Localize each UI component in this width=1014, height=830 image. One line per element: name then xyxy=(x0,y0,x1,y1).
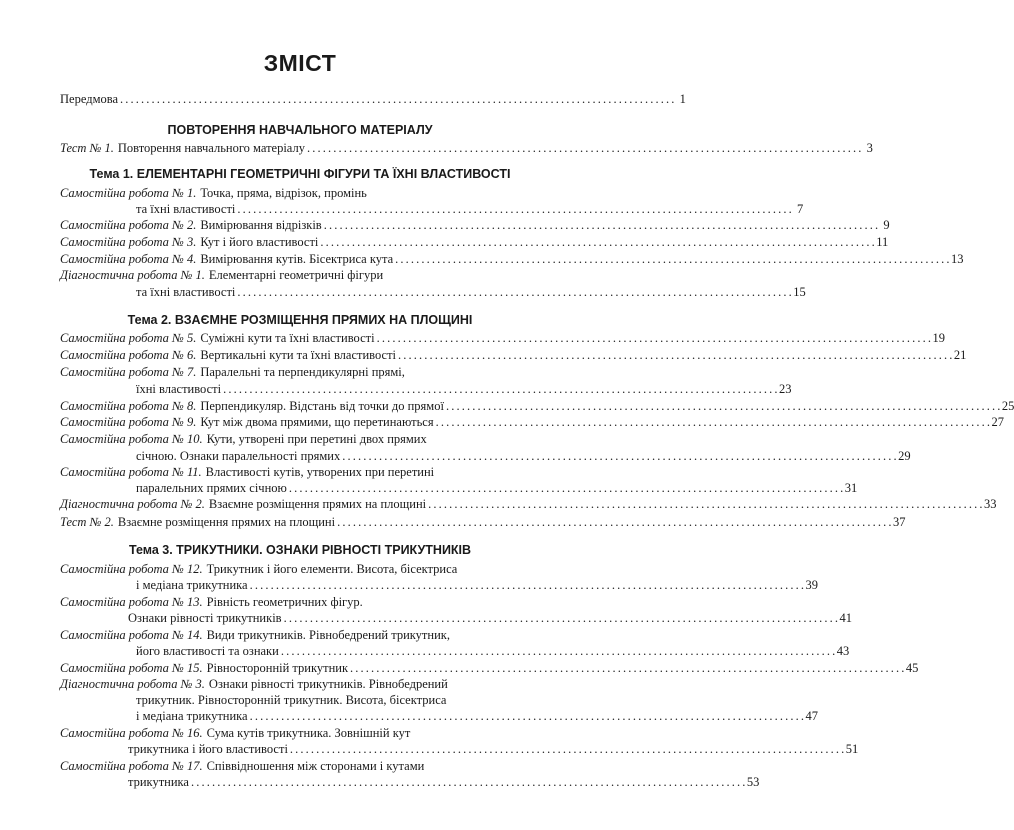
entry-label: Тест № 2. xyxy=(60,515,114,529)
entry-label: Самостійна робота № 6. xyxy=(60,348,197,362)
entry-label: Самостійна робота № 5. xyxy=(60,331,197,345)
toc-entry-dr2 xyxy=(60,497,997,513)
toc-entry-sr9 xyxy=(60,415,1004,431)
toc-entry-sr6 xyxy=(60,348,967,364)
section-heading: Тема 3. ТРИКУТНИКИ. ОЗНАКИ РІВНОСТІ ТРИКУТНИКІВ xyxy=(128,543,472,557)
entry-text: Кут і його властивості xyxy=(200,235,319,249)
entry-text: Вертикальні кути та їхні властивості xyxy=(200,348,397,362)
entry-label: Самостійна робота № 10. xyxy=(60,432,203,446)
leader-dots xyxy=(377,331,931,346)
entry-label: Самостійна робота № 13. xyxy=(60,595,203,609)
entry-text: Види трикутників. Рівнобедрений трикутник, xyxy=(206,628,450,642)
entry-text: Повторення навчального матеріалу xyxy=(117,141,305,155)
page-number: 19 xyxy=(932,331,945,345)
page-number: 11 xyxy=(876,235,889,249)
toc-entry-sr5 xyxy=(60,331,945,347)
entry-text: Передмова xyxy=(60,92,119,106)
entry-text: його властивості та ознаки xyxy=(136,644,279,658)
leader-dots xyxy=(191,775,745,790)
entry-text: Кути, утворені при перетині двох прямих xyxy=(206,432,427,446)
leader-dots xyxy=(289,481,843,496)
entry-label: Самостійна робота № 9. xyxy=(60,415,197,429)
leader-dots xyxy=(223,382,777,397)
leader-dots xyxy=(237,285,791,300)
entry-label: Самостійна робота № 17. xyxy=(60,759,203,773)
toc-entry-sr11-cont xyxy=(60,481,858,497)
toc-entry-dr3 xyxy=(60,677,540,693)
toc-entry-sr12 xyxy=(60,562,540,578)
toc-entry-sr8 xyxy=(60,399,1014,415)
page-number: 9 xyxy=(883,218,890,232)
entry-text: і медіана трикутника xyxy=(136,578,248,592)
leader-dots xyxy=(436,415,990,430)
entry-text: Властивості кутів, утворених при перетині xyxy=(205,465,435,479)
entry-text: Паралельні та перпендикулярні прямі, xyxy=(200,365,405,379)
leader-dots xyxy=(237,202,791,217)
entry-label: Самостійна робота № 11. xyxy=(60,465,202,479)
toc-entry-sr17 xyxy=(60,759,540,775)
page-number: 29 xyxy=(898,449,911,463)
entry-label: Самостійна робота № 2. xyxy=(60,218,197,232)
leader-dots xyxy=(307,141,861,156)
entry-text: Рівносторонній трикутник xyxy=(206,661,349,675)
page-number: 15 xyxy=(793,285,806,299)
section-heading: ПОВТОРЕННЯ НАВЧАЛЬНОГО МАТЕРІАЛУ xyxy=(167,123,433,137)
section-heading: Тема 1. ЕЛЕМЕНТАРНІ ГЕОМЕТРИЧНІ ФІГУРИ ТА ЇХНІ ВЛАСТИВОСТІ xyxy=(89,167,511,181)
toc-entry-sr10-cont xyxy=(60,449,911,465)
toc-entry-sr12-cont xyxy=(60,578,818,594)
entry-label: Самостійна робота № 15. xyxy=(60,661,203,675)
entry-text: Вимірювання відрізків xyxy=(200,218,322,232)
entry-label: Діагностична робота № 2. xyxy=(60,497,205,511)
toc-entry-sr14 xyxy=(60,628,540,644)
page-number: 7 xyxy=(797,202,804,216)
page-number: 27 xyxy=(991,415,1004,429)
page-number: 41 xyxy=(839,611,852,625)
page-number: 1 xyxy=(679,92,686,106)
leader-dots xyxy=(428,497,982,512)
entry-text: Ознаки рівності трикутників xyxy=(128,611,282,625)
page-title: ЗМІСТ xyxy=(263,50,337,76)
toc-entry-sr1-cont xyxy=(60,202,804,218)
leader-dots xyxy=(398,348,952,363)
entry-label: Самостійна робота № 3. xyxy=(60,235,197,249)
toc-entry-test1 xyxy=(60,141,873,157)
entry-text: трикутник. Рівносторонній трикутник. Висота, бісектриса xyxy=(136,693,447,707)
toc-entry-sr4 xyxy=(60,252,964,268)
entry-text: Перпендикуляр. Відстань від точки до прямої xyxy=(200,399,444,413)
leader-dots xyxy=(250,578,804,593)
toc-entry-sr7-cont xyxy=(60,382,792,398)
leader-dots xyxy=(324,218,878,233)
toc-entry-dr1-cont xyxy=(60,285,806,301)
entry-label: Діагностична робота № 1. xyxy=(60,268,205,282)
entry-label: Самостійна робота № 12. xyxy=(60,562,203,576)
toc-entry-dr1 xyxy=(60,268,540,284)
entry-text: та їхні властивості xyxy=(136,285,236,299)
entry-text: Взаємне розміщення прямих на площині xyxy=(208,497,427,511)
page-number: 37 xyxy=(892,515,906,529)
leader-dots xyxy=(395,252,949,267)
leader-dots xyxy=(290,742,844,757)
entry-text: Суміжні кути та їхні властивості xyxy=(200,331,375,345)
entry-text: Взаємне розміщення прямих на площині xyxy=(117,515,336,529)
toc-entry-sr16-cont xyxy=(60,742,859,758)
entry-text: і медіана трикутника xyxy=(136,709,248,723)
entry-text: Сума кутів трикутника. Зовнішній кут xyxy=(206,726,411,740)
section-heading: Тема 2. ВЗАЄМНЕ РОЗМІЩЕННЯ ПРЯМИХ НА ПЛОЩИНІ xyxy=(127,313,473,327)
leader-dots xyxy=(320,235,874,250)
leader-dots xyxy=(284,611,838,626)
entry-label: Тест № 1. xyxy=(60,141,114,155)
entry-text: Рівність геометричних фігур. xyxy=(206,595,363,609)
toc-entry-sr15 xyxy=(60,661,919,677)
entry-text: Співвідношення між сторонами і кутами xyxy=(206,759,425,773)
leader-dots xyxy=(446,399,1000,414)
page-number: 47 xyxy=(805,709,818,723)
page-number: 39 xyxy=(805,578,818,592)
page-number: 51 xyxy=(845,742,859,756)
toc-entry-sr3 xyxy=(60,235,889,251)
page-number: 3 xyxy=(866,141,873,155)
entry-text: Вимірювання кутів. Бісектриса кута xyxy=(200,252,394,266)
toc-entry-intro xyxy=(60,92,686,108)
entry-text: Точка, пряма, відрізок, промінь xyxy=(200,186,367,200)
page-number: 43 xyxy=(836,644,850,658)
entry-text: Кут між двома прямими, що перетинаються xyxy=(200,415,434,429)
toc-entry-dr3-cont2 xyxy=(60,709,818,725)
toc-entry-sr13-cont xyxy=(60,611,852,627)
entry-text: трикутника і його властивості xyxy=(128,742,288,756)
page-number: 45 xyxy=(905,661,919,675)
leader-dots xyxy=(337,515,891,530)
entry-text: паралельних прямих січною xyxy=(136,481,287,495)
entry-label: Самостійна робота № 8. xyxy=(60,399,197,413)
page-number: 23 xyxy=(778,382,792,396)
toc-entry-sr7 xyxy=(60,365,540,381)
entry-label: Самостійна робота № 7. xyxy=(60,365,197,379)
entry-text: їхні властивості xyxy=(136,382,222,396)
toc-entry-sr1 xyxy=(60,186,540,202)
entry-label: Діагностична робота № 3. xyxy=(60,677,205,691)
toc-entry-sr17-cont xyxy=(60,775,760,791)
toc-entry-sr10 xyxy=(60,432,540,448)
page-number: 33 xyxy=(984,497,997,511)
leader-dots xyxy=(120,92,674,107)
entry-text: січною. Ознаки паралельності прямих xyxy=(136,449,341,463)
entry-label: Самостійна робота № 14. xyxy=(60,628,203,642)
entry-text: Ознаки рівності трикутників. Рівнобедрений xyxy=(208,677,448,691)
leader-dots xyxy=(281,644,835,659)
entry-text: Трикутник і його елементи. Висота, бісектриса xyxy=(206,562,458,576)
toc-entry-dr3-cont xyxy=(60,693,616,709)
entry-text: трикутника xyxy=(128,775,189,789)
toc-entry-sr13 xyxy=(60,595,540,611)
page-number: 21 xyxy=(953,348,967,362)
entry-label: Самостійна робота № 1. xyxy=(60,186,197,200)
toc-entry-test2 xyxy=(60,515,906,531)
toc-entry-sr2 xyxy=(60,218,890,234)
entry-text: Елементарні геометричні фігури xyxy=(208,268,384,282)
page-number: 13 xyxy=(951,252,964,266)
page-number: 53 xyxy=(746,775,760,789)
entry-text: та їхні властивості xyxy=(136,202,236,216)
leader-dots xyxy=(250,709,804,724)
leader-dots xyxy=(350,661,904,676)
page-number: 31 xyxy=(844,481,858,495)
toc-entry-sr11 xyxy=(60,465,540,481)
leader-dots xyxy=(342,449,896,464)
toc-entry-sr16 xyxy=(60,726,540,742)
entry-label: Самостійна робота № 4. xyxy=(60,252,197,266)
toc-entry-sr14-cont xyxy=(60,644,850,660)
entry-label: Самостійна робота № 16. xyxy=(60,726,203,740)
page-number: 25 xyxy=(1001,399,1014,413)
